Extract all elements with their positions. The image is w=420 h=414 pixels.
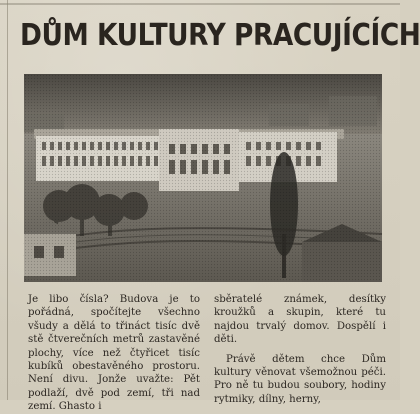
article-paragraph: Právě dětem chce Dům kultury věnovat všemožnou péči. Pro ně tu budou soubory, hodiny rytmiky, dílny, herny, (214, 353, 386, 405)
article-paragraph: Je libo čísla? Budova je to pořádná, spočítejte všechno všudy a dělá to třináct tisíc dvě stě čtverečních metrů zastavěné plochy, více než čtyřicet tisíc kubíků obestavěného prostoru. Není divu. Jonže uvažte: Pět podlaží, dvě pod zemí, tři nad zemí. Ghasto i (28, 294, 200, 413)
article-column-1 (28, 293, 200, 413)
top-rule (0, 3, 400, 5)
halftone-photo (24, 74, 382, 282)
article-columns (28, 293, 388, 413)
article-paragraph: sběratelé známek, desítky kroužků a skupin, které tu najdou trvalý domov. Dospělí i děti. (214, 294, 386, 346)
headline: DŮM KULTURY PRACUJÍCÍCH (20, 18, 420, 53)
left-margin-line (7, 0, 8, 400)
article-column-2 (214, 293, 386, 403)
